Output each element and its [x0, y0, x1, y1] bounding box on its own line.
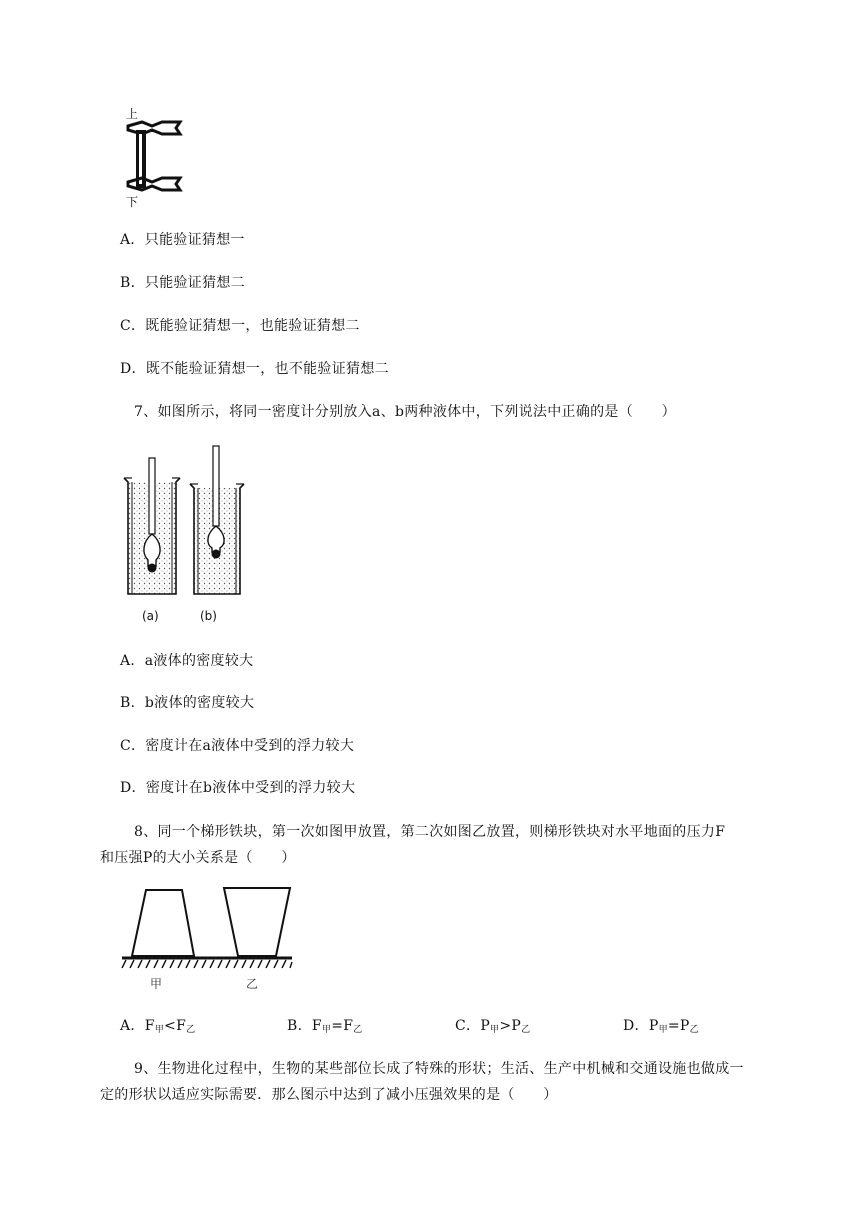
- q7-option-d: D．密度计在b液体中受到的浮力较大: [120, 780, 356, 796]
- q6-option-d: D．既不能验证猜想一，也不能验证猜想二: [120, 361, 389, 377]
- q7-stem: 7、如图所示，将同一密度计分别放入a、b两种液体中，下列说法中正确的是（ ）: [134, 404, 676, 420]
- q6-option-c: C．既能验证猜想一，也能验证猜想二: [120, 318, 360, 334]
- q6-label-top: 上: [126, 107, 139, 121]
- q6-label-bottom: 下: [126, 195, 139, 208]
- q8-trapezoid-figure: [120, 882, 294, 994]
- q7-option-a: A．a液体的密度较大: [120, 653, 254, 669]
- q7-label-a: (a): [142, 609, 159, 623]
- q8-option-d: D．$P_甲=P_乙$: [623, 1018, 699, 1035]
- q8-label-jia: 甲: [150, 977, 163, 991]
- q8-option-a: A．$F_甲<F_乙$: [120, 1018, 196, 1035]
- q8-option-c: C．$P_甲>P_乙$: [455, 1018, 531, 1035]
- q9-stem-line1: 9、生物进化过程中，生物的某些部位长成了特殊的形状；生活、生产中机械和交通设施也做成一: [134, 1061, 744, 1077]
- q7-option-b: B．b液体的密度较大: [120, 695, 255, 711]
- q8-stem-line2: 和压强P的大小关系是（ ）: [100, 850, 296, 866]
- q8-option-b: B．$F_甲=F_乙$: [287, 1018, 363, 1035]
- q7-hydrometer-figure: [118, 442, 250, 626]
- q7-option-c: C．密度计在a液体中受到的浮力较大: [120, 738, 355, 754]
- q6-apparatus-figure: [118, 104, 188, 208]
- q6-option-b: B．只能验证猜想二: [120, 275, 245, 291]
- q8-stem-line1: 8、同一个梯形铁块，第一次如图甲放置，第二次如图乙放置，则梯形铁块对水平地面的压力F: [134, 824, 726, 840]
- q8-label-yi: 乙: [246, 977, 259, 991]
- q7-label-b: (b): [200, 609, 217, 623]
- q9-stem-line2: 定的形状以适应实际需要．那么图示中达到了减小压强效果的是（ ）: [100, 1087, 558, 1103]
- q6-option-a: A．只能验证猜想一: [120, 232, 245, 248]
